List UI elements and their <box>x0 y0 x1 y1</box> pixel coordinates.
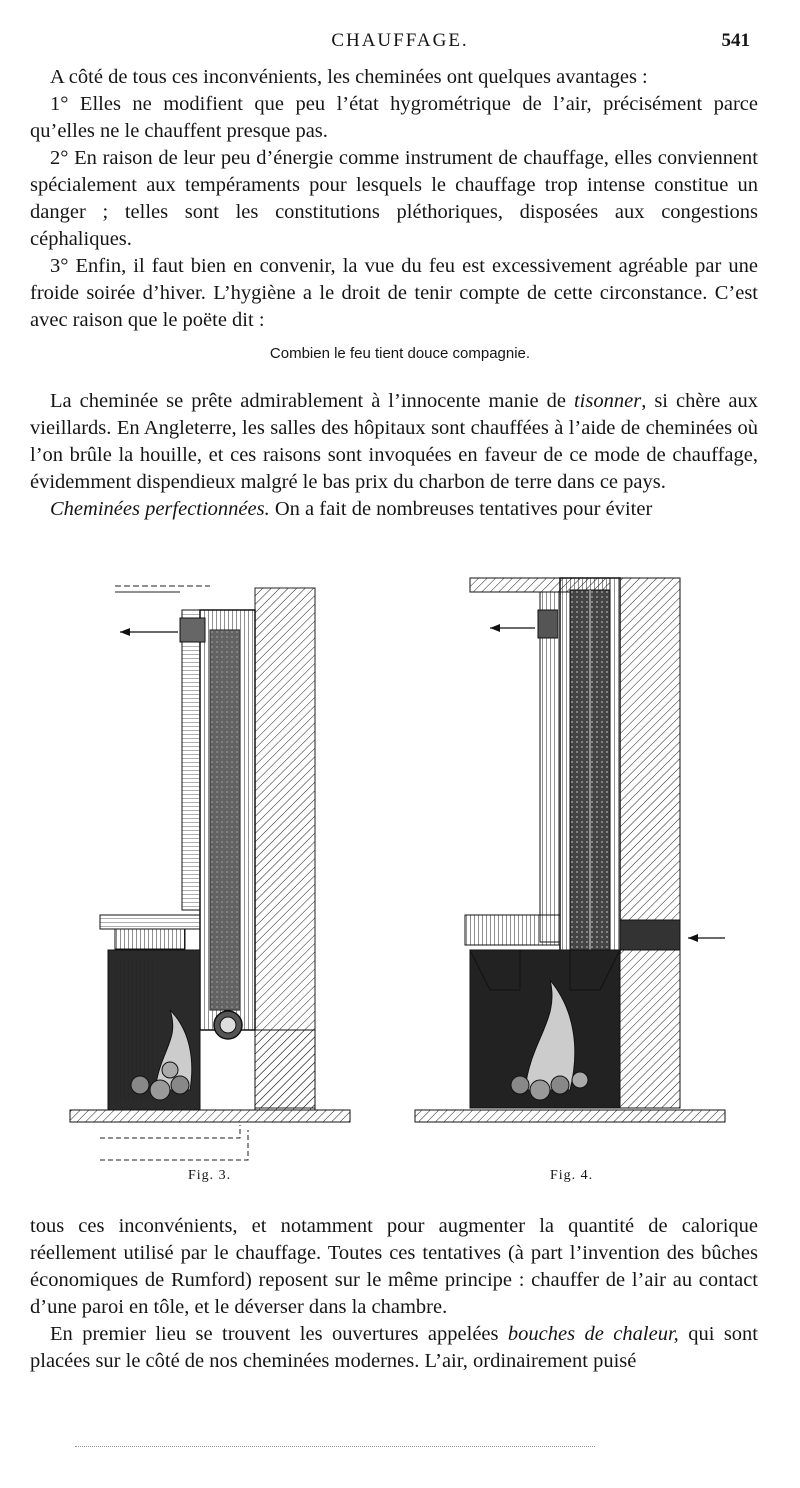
paragraph-point-2: 2° En raison de leur peu d’énergie comme instrument de chauffage, elles conviennent spécialement aux tempéraments pour lesquels le chauffage trop intense constitue un danger ; telles sont les constitutions pléthoriques, disposées aux congestions céphaliques. <box>30 147 758 250</box>
footer-rule <box>75 1446 595 1447</box>
page-number: 541 <box>721 30 750 51</box>
figure-3-caption: Fig. 3. <box>188 1168 232 1183</box>
paragraph-continuation: tous ces inconvénients, et notamment pour augmenter la quantité de calorique réellement utilisé par le chauffage. Toutes ces tentatives (à part l’invention des bûches économiques de Rumford) reposent sur le même principe : chauffer de l’air au contact d’une paroi en tôle, et le déverser dans la chambre. <box>30 1215 758 1318</box>
figure-4-illustration <box>410 570 740 1170</box>
paragraph-text: La cheminée se prête admirablement à l’innocente manie de <box>50 390 574 412</box>
verse-quote: Combien le feu tient douce compagnie. <box>269 345 531 362</box>
figure-4-caption: Fig. 4. <box>550 1168 594 1183</box>
italic-term: bouches de chaleur, <box>507 1323 679 1345</box>
italic-term: tisonner <box>573 390 642 412</box>
paragraph-intro: A côté de tous ces inconvénients, les cheminées ont quelques avantages : <box>50 66 648 88</box>
paragraph-text: qui sont placées sur le côté de nos cheminées modernes. L’air, ordinairement puisé <box>30 1323 759 1372</box>
paragraph-text: , si chère aux vieillards. En Angleterre, les salles des hôpitaux sont chauffées à l’aide de cheminées où l’on brûle la houille, et ces raisons sont invoquées en faveur de ce mode de chauffage, évidemment dispendieux malgré le bas prix du charbon de terre dans ce pays. <box>30 390 758 493</box>
text-block-bottom <box>30 1213 758 1375</box>
paragraph-point-1: 1° Elles ne modifient que peu l’état hygrométrique de l’air, précisément parce qu’elles ne le chauffent presque pas. <box>30 93 758 142</box>
text-block-middle <box>30 388 758 523</box>
section-heading-inline: Cheminées perfectionnées. <box>50 498 270 520</box>
running-title: CHAUFFAGE. <box>331 30 469 51</box>
text-block-top <box>30 64 758 334</box>
paragraph-text: On a fait de nombreuses tentatives pour éviter <box>269 498 653 520</box>
paragraph-text: En premier lieu se trouvent les ouvertures appelées <box>50 1323 508 1345</box>
paragraph-section-start <box>30 496 758 523</box>
paragraph-point-3: 3° Enfin, il faut bien en convenir, la vue du feu est excessivement agréable par une froide soirée d’hiver. L’hygiène a le droit de tenir compte de cette circonstance. C’est avec raison que le poëte dit : <box>30 255 758 331</box>
figure-3-illustration <box>60 570 360 1170</box>
paragraph-bouches <box>30 1321 758 1375</box>
page-header <box>0 30 800 54</box>
paragraph-tisonner <box>30 388 758 496</box>
